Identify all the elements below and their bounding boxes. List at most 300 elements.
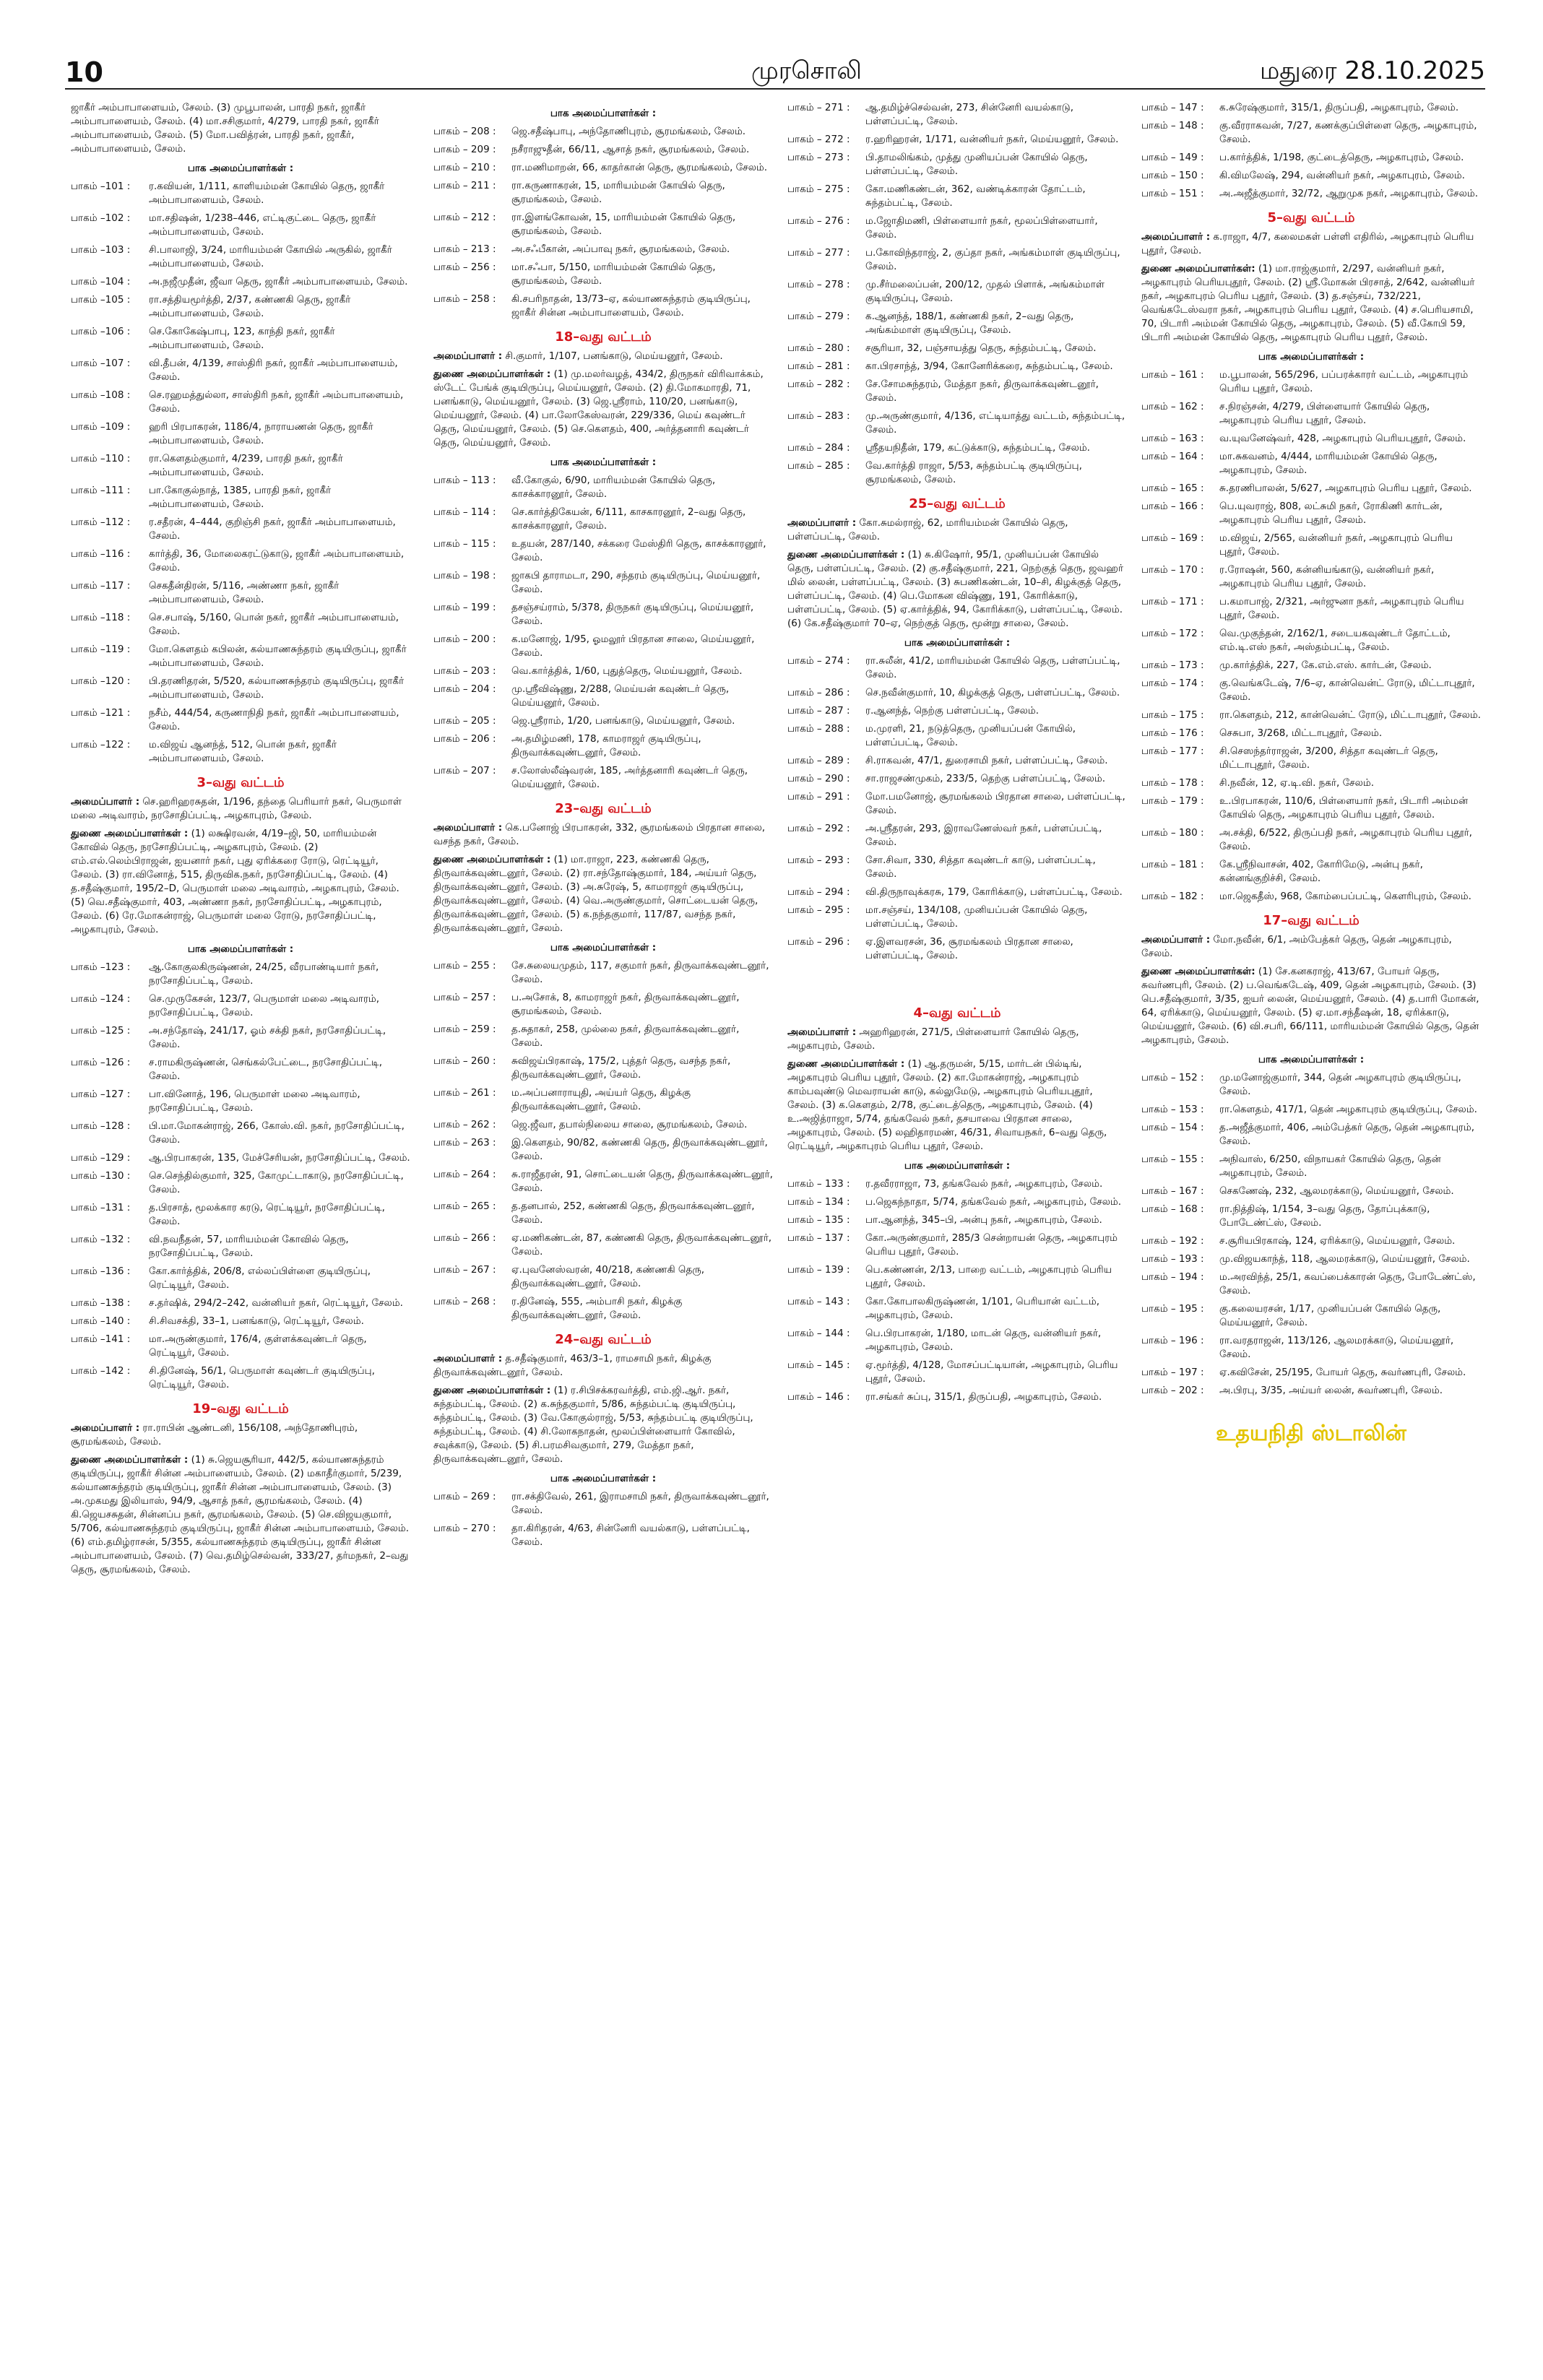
entry-text: அஹரிஹரன், 271/5, பிள்ளையார் கோயில் தெரு, அழகாபுரம், சேலம். <box>787 1026 1079 1052</box>
booth-agent-details: ரா.இளங்கோவன், 15, மாரியம்மன் கோயில் தெரு, சூரமங்கலம், சேலம். <box>511 212 736 237</box>
booth-agent-details: கார்த்தி, 36, மோலைகரட்டுகாடு, ஜாகீர் அம்பாபாளையம், சேலம். <box>149 548 405 574</box>
list-item <box>787 310 1127 337</box>
booth-agent-details: ஜெ.ஸ்ரீராம், 1/20, பனங்காடு, மெய்யனூர், சேலம். <box>511 715 735 727</box>
booth-number: பாகம் – 144 : <box>787 1328 850 1339</box>
booth-agent-details: அ.அஜீத்குமார், 32/72, ஆறுமுக நகர், அழகாபுரம், சேலம். <box>1219 188 1478 199</box>
booth-agent-details: மா.அருண்குமார், 176/4, குள்ளக்கவுண்டர் தெரு, ரெட்டியூர், சேலம். <box>149 1333 367 1359</box>
booth-agent-details: அ.தமிழ்மணி, 178, காமராஜர் குடியிருப்பு, திருவாக்கவுண்டனூர், சேலம். <box>511 733 701 758</box>
booth-number: பாகம் – 175 : <box>1141 709 1204 721</box>
entry-text: (1) சே.கனகராஜ், 413/67, போயர் தெரு, சுவர்ணபுரி, சேலம். (2) ப.வெங்கடேஷ், 409, தென் அழகாபுரம், சேலம். (3) பெ.சதீஷ்குமார், 3/35, ஐயர் லைன், மெய்யனூர், சேலம். (4) த.பாரி மோகன், 64, ஏரிக்காடு, மெய்யனூர், சேலம். (5) ஏ.மா.சந்தீஷன், 18, ஏரிக்காடு, மெய்யனூர், சேலம். (6) வி.சபரி, 66/111, மாரியம்மன் கோயில் தெரு, தென் அழகாபுரம், சேலம். <box>1141 966 1479 1046</box>
list-item <box>71 420 410 448</box>
list-item <box>71 643 410 670</box>
booth-agent-details: ம.முரளி, 21, நடுத்தெரு, முனியப்பன் கோயில், பள்ளப்பட்டி, சேலம். <box>865 723 1076 748</box>
list-item <box>787 704 1127 718</box>
booth-number: பாகம் – 206 : <box>433 733 496 745</box>
booth-agent-details: செ.முருகேசன், 123/7, பெருமாள் மலை அடிவாரம், நரசோதிப்பட்டி, சேலம். <box>149 993 380 1018</box>
entry-text: கோ.சுமல்ராஜ், 62, மாரியம்மன் கோயில் தெரு, பள்ளப்பட்டி, சேலம். <box>787 517 1068 542</box>
booth-number: பாகம் – 170 : <box>1141 564 1204 576</box>
booth-number: பாகம் – 296 : <box>787 936 850 948</box>
entry-text: கெ.பனோஜ் பிரபாகரன், 332, சூரமங்கலம் பிரதான சாலை, வசந்த நகர், சேலம். <box>433 822 766 847</box>
convener-entry <box>433 350 773 363</box>
booth-agent-details: சோ.சிவா, 330, சித்தா கவுண்டர் காடு, பள்ளப்பட்டி, சேலம். <box>865 854 1096 880</box>
booth-number: பாகம் – 287 : <box>787 705 850 717</box>
list-item <box>1141 563 1481 591</box>
entry-text: சி.குமார், 1/107, பனங்காடு, மெய்யனூர், சேலம். <box>502 350 723 362</box>
booth-number: பாகம் – 162 : <box>1141 401 1204 412</box>
booth-number: பாகம் –106 : <box>71 326 131 337</box>
booth-agent-details: வி.நவநீதன், 57, மாரியம்மன் கோவில் தெரு, நரசோதிப்பட்டி, சேலம். <box>149 1234 349 1259</box>
booth-number: பாகம் – 276 : <box>787 215 850 227</box>
booth-agent-details: ப.கமாபாஜ், 2/321, அர்ஜுனா நகர், அழகாபுரம் பெரிய புதூர், சேலம். <box>1219 596 1464 621</box>
list-item <box>1141 1302 1481 1330</box>
booth-number: பாகம் –138 : <box>71 1297 131 1309</box>
entry-text: ரா.ராபின் ஆண்டனி, 156/108, அந்தோணிபுரம், சூரமங்கலம், சேலம். <box>71 1422 358 1448</box>
list-item <box>433 537 773 565</box>
booth-agent-details: கோ.அருண்குமார், 285/3 சென்றாயன் தெரு, அழகாபுரம் பெரிய புதூர், சேலம். <box>865 1232 1118 1258</box>
header-rule <box>65 88 1485 90</box>
list-item <box>1141 627 1481 654</box>
list-item <box>71 293 410 321</box>
booth-number: பாகம் – 196 : <box>1141 1335 1204 1346</box>
ward-heading: 4–வது வட்டம் <box>913 1005 1001 1021</box>
list-item <box>433 474 773 501</box>
booth-agent-details: ரா.சத்தியமூர்த்தி, 2/37, கண்ணகி தெரு, ஜாகீர் அம்பாபாளையம், சேலம். <box>149 294 351 319</box>
booth-number: பாகம் –125 : <box>71 1025 131 1037</box>
list-item <box>1141 368 1481 396</box>
list-item <box>787 360 1127 373</box>
list-item <box>71 706 410 734</box>
list-item <box>433 1522 773 1549</box>
booth-agent-details: செ.ரஹமத்துல்லா, சாஸ்திரி நகர், ஜாகீர் அம்பாபாளையம், சேலம். <box>149 389 404 415</box>
list-item <box>71 212 410 239</box>
booth-agent-details: வெ.கார்த்திக், 1/60, புதுத்தெரு, மெய்யனூர், சேலம். <box>511 665 743 677</box>
booth-number: பாகம் – 147 : <box>1141 102 1204 113</box>
list-item <box>787 772 1127 786</box>
booth-number: பாகம் – 210 : <box>433 162 496 173</box>
entry-label: துணை அமைப்பாளர்கள் : <box>71 828 189 839</box>
booth-agent-details: வீ.கோகுல், 6/90, மாரியம்மன் கோயில் தெரு, காசக்காரனூர், சேலம். <box>511 475 716 500</box>
deputy-entry <box>433 1384 773 1466</box>
list-item <box>1141 826 1481 854</box>
list-item <box>71 389 410 416</box>
booth-agent-details: மோ.கௌதம் கபிலன், கல்யாணசுந்தரம் குடியிருப்பு, ஜாகீர் அம்பாபாளையம், சேலம். <box>149 644 407 669</box>
booth-number: பாகம் – 263 : <box>433 1137 496 1148</box>
entry-label: அமைப்பாளர் : <box>1141 934 1211 945</box>
list-item <box>1141 500 1481 527</box>
booth-agent-details: ஸ்ரீதயநிதீன், 179, கட்டுக்காடு, சுந்தம்பட்டி, சேலம். <box>865 442 1090 454</box>
booth-number: பாகம் – 164 : <box>1141 451 1204 462</box>
booth-agent-details: சு.தரணிபாலன், 5/627, அழகாபுரம் பெரிய புதூர், சேலம். <box>1219 483 1472 494</box>
list-item <box>71 961 410 988</box>
column-3 <box>787 101 1127 1408</box>
booth-number: பாகம் –117 : <box>71 580 131 592</box>
entry-label: துணை அமைப்பாளர்கள் : <box>433 368 551 380</box>
booth-number: பாகம் – 275 : <box>787 183 850 195</box>
list-item <box>433 1200 773 1227</box>
ward-list <box>433 1490 773 1549</box>
booth-agent-details: ம.விஜய் ஆனந்த், 512, பொன் நகர், ஜாகீர் அம்பாபாளையம், சேலம். <box>149 739 337 764</box>
list-item <box>433 161 773 175</box>
section-subheading: பாக அமைப்பாளர்கள் : <box>550 942 657 953</box>
booth-agent-details: ம.அரவிந்த், 25/1, கவப்பைக்காரன் தெரு, போடேண்ட்ஸ், சேலம். <box>1219 1271 1476 1297</box>
booth-agent-details: சுவிஜய்பிரகாஷ், 175/2, புத்தர் தெரு, வசந்த நகர், திருவாக்கவுண்டனூர், சேலம். <box>511 1055 731 1081</box>
booth-agent-details: சி.தினேஷ், 56/1, பெருமாள் கவுண்டர் குடியிருப்பு, ரெட்டியூர், சேலம். <box>149 1365 375 1390</box>
list-item <box>1141 709 1481 722</box>
entry-text: (1) மா.ராஜா, 223, கண்ணகி தெரு, திருவாக்கவுண்டனூர், சேலம். (2) ரா.சந்தோஷ்குமார், 184, அய்யர் தெரு, திருவாக்கவுண்டனூர், சேலம். (3) அ.சுரேஷ், 5, காமராஜர் குடியிருப்பு, திருவாக்கவுண்டனூர், சேலம். (4) வெ.அருண்குமார், சொட்டையன் தெரு, திருவாக்கவுண்டனூர், சேலம். (5) க.நந்தகுமார், 117/87, வசந்த நகர், திருவாக்கவுண்டனூர், சேலம். <box>433 854 758 934</box>
list-item <box>71 516 410 543</box>
booth-agent-details: ர.ஹரிஹரன், 1/171, வன்னியர் நகர், மெய்யனூர், சேலம். <box>865 134 1119 145</box>
booth-agent-details: வ.யுவனேஷ்வர், 428, அழகாபுரம் பெரியபுதூர், சேலம். <box>1219 433 1466 444</box>
list-item <box>787 278 1127 306</box>
booth-number: பாகம் – 148 : <box>1141 120 1204 131</box>
booth-number: பாகம் – 194 : <box>1141 1271 1204 1283</box>
booth-number: பாகம் – 205 : <box>433 715 496 727</box>
booth-agent-details: ரா.மணிமாறன், 66, காதர்கான் தெரு, சூரமங்கலம், சேலம். <box>511 162 768 173</box>
booth-number: பாகம் – 114 : <box>433 506 496 518</box>
booth-agent-details: ரா.கருணாகரன், 15, மாரியம்மன் கோயில் தெரு, சூரமங்கலம், சேலம். <box>511 180 725 205</box>
entry-text: (1) லக்ஷிரவன், 4/19–ஜி, 50, மாரியம்மன் கோவில் தெரு, நரசோதிப்பட்டி, அழகாபுரம், சேலம். (2) எம்.எல்.லெம்பிராஜன், ஐயனார் நகர், புது ஏரிக்கரை ரோடு, ரெட்டியூர், சேலம். (3) ரா.வினோத், 515, திருவிக.நகர், நரசோதிப்பட்டி, சேலம். (4) த.சதீஷ்குமார், 195/2–D, பெருமாள் மலை அடிவாரம், அழகாபுரம், சேலம். (5) வெ.சதீஷ்குமார், 403, அண்ணா நகர், நரசோதிப்பட்டி, அழகாபுரம், சேலம். (6) ரே.மோகன்ராஜ், பெருமாள் மலை ரோடு, நரசோதிப்பட்டி, அழகாபுரம், சேலம். <box>71 828 399 935</box>
booth-number: பாகம் – 198 : <box>433 570 496 581</box>
booth-agent-details: மா.சதிஷன், 1/238–446, எட்டிகுட்டை தெரு, ஜாகீர் அம்பாபாளையம், சேலம். <box>149 212 376 238</box>
booth-agent-details: ரா.சுலீன், 41/2, மாரியம்மன் கோயில் தெரு, பள்ளப்பட்டி, சேலம். <box>865 655 1120 680</box>
booth-agent-details: வே.கார்த்தி ராஜா, 5/53, சுந்தம்பட்டி குடியிருப்பு, சூரமங்கலம், சேலம். <box>865 460 1082 485</box>
booth-number: பாகம் – 268 : <box>433 1296 496 1307</box>
list-item <box>1141 1271 1481 1298</box>
booth-number: பாகம் –119 : <box>71 644 131 655</box>
booth-agent-details: இ.கௌதம், 90/82, கண்ணகி தெரு, திருவாக்கவுண்டனூர், சேலம். <box>511 1137 768 1162</box>
list-item <box>433 683 773 710</box>
section-subheading: பாக அமைப்பாளர்கள் : <box>550 108 657 119</box>
list-item <box>71 484 410 511</box>
booth-number: பாகம் – 152 : <box>1141 1072 1204 1083</box>
deputy-entry <box>787 548 1127 631</box>
ward-list <box>433 474 773 792</box>
booth-number: பாகம் – 208 : <box>433 126 496 137</box>
booth-agent-details: மு.விஜயகாந்த், 118, ஆலமரக்காடு, மெய்யனூர், சேலம். <box>1219 1253 1470 1265</box>
booth-agent-details: ஏ.மணிகண்டன், 87, கண்ணகி தெரு, திருவாக்கவுண்டனூர், சேலம். <box>511 1232 772 1258</box>
entry-label: துணை அமைப்பாளர்கள் : <box>787 1058 905 1070</box>
booth-number: பாகம் – 288 : <box>787 723 850 735</box>
booth-agent-details: ஏ.மூர்த்தி, 4/128, மோசப்பட்டியான், அழகாபுரம், பெரிய புதூர், சேலம். <box>865 1359 1118 1385</box>
convener-entry <box>1141 230 1481 258</box>
list-item <box>71 1151 410 1165</box>
section-subheading: பாக அமைப்பாளர்கள் : <box>187 943 294 955</box>
list-item <box>71 611 410 639</box>
list-item <box>787 1195 1127 1209</box>
booth-number: பாகம் – 172 : <box>1141 628 1204 639</box>
booth-number: பாகம் – 271 : <box>787 102 850 113</box>
list-item <box>71 357 410 384</box>
booth-number: பாகம் –110 : <box>71 453 131 464</box>
booth-agent-details: சசூரியா, 32, பஞ்சாயத்து தெரு, சுந்தம்பட்டி, சேலம். <box>865 342 1097 354</box>
list-item <box>787 183 1127 210</box>
entry-label: அமைப்பாளர் : <box>433 1353 503 1364</box>
deputy-entry <box>787 1057 1127 1154</box>
booth-agent-details: மு.கார்த்திக், 227, கே.எம்.எஸ். கார்டன், சேலம். <box>1219 659 1432 671</box>
booth-number: பாகம் – 197 : <box>1141 1367 1204 1378</box>
list-item <box>787 1232 1127 1259</box>
booth-agent-details: கி.சபரிநாதன், 13/73–ஏ, கல்யாணசுந்தரம் குடியிருப்பு, ஜாகீர் சின்ன அம்பாபாளையம், சேலம். <box>511 293 751 319</box>
booth-agent-details: ர.ரோஷன், 560, கன்னியங்காடு, வன்னியர் நகர், அழகாபுரம் பெரிய புதூர், சேலம். <box>1219 564 1435 589</box>
booth-agent-details: ஜாகபி தாராமடா, 290, சந்தரம் குடியிருப்பு, மெய்யனூர், சேலம். <box>511 570 761 595</box>
list-item <box>1141 1153 1481 1180</box>
entry-label: அமைப்பாளர் : <box>71 796 140 808</box>
booth-number: பாகம் –111 : <box>71 485 131 496</box>
booth-agent-details: ஏ.கவிசேன், 25/195, போயர் தெரு, சுவர்ணபுரி, சேலம். <box>1219 1367 1466 1378</box>
booth-number: பாகம் – 258 : <box>433 293 496 305</box>
booth-number: பாகம் – 154 : <box>1141 1122 1204 1133</box>
list-item <box>1141 450 1481 477</box>
list-item <box>71 675 410 702</box>
list-item <box>1141 1071 1481 1099</box>
list-item <box>787 133 1127 147</box>
booth-agent-details: ஏ.புவனேஸ்வரன், 40/218, கண்ணகி தெரு, திருவாக்கவுண்டனூர், சேலம். <box>511 1264 705 1289</box>
list-item <box>433 1086 773 1114</box>
booth-agent-details: ம.பூபாலன், 565/296, பப்பரக்காரர் வட்டம், அழகாபுரம் பெரிய புதூர், சேலம். <box>1219 369 1469 394</box>
booth-agent-details: செ.கார்த்திகேயன், 6/111, காசகாரனூர், 2–வது தெரு, காசக்காரனூர், சேலம். <box>511 506 746 532</box>
booth-number: பாகம் – 168 : <box>1141 1203 1204 1215</box>
booth-number: பாகம் – 255 : <box>433 960 496 972</box>
list-item <box>1141 677 1481 704</box>
entry-label: அமைப்பாளர் : <box>433 350 503 362</box>
booth-number: பாகம் – 150 : <box>1141 170 1204 181</box>
booth-agent-details: ரா.கௌதம்குமார், 4/239, பாரதி நகர், ஜாகீர் அம்பாபாளையம், சேலம். <box>149 453 343 478</box>
booth-number: பாகம் – 270 : <box>433 1523 496 1534</box>
booth-agent-details: ம.விஜய், 2/565, வன்னியர் நகர், அழகாபுரம் பெரிய புதூர், சேலம். <box>1219 532 1453 558</box>
booth-agent-details: கு.வெங்கடேஷ், 7/6–ஏ, கான்வென்ட் ரோடு, மிட்டாபுதூர், சேலம். <box>1219 678 1475 703</box>
booth-agent-details: பி.தரணிதரன், 5/520, கல்யாணசுந்தரம் குடியிருப்பு, ஜாகீர் அம்பாபாளையம், சேலம். <box>149 675 405 701</box>
entry-label: அமைப்பாளர் : <box>71 1422 140 1434</box>
booth-agent-details: மு.அருண்குமார், 4/136, எட்டியாத்து வட்டம், சுந்தம்பட்டி, சேலம். <box>865 410 1125 436</box>
booth-number: பாகம் – 139 : <box>787 1264 850 1276</box>
list-item <box>433 243 773 256</box>
booth-number: பாகம் –116 : <box>71 548 131 560</box>
convener-entry <box>71 795 410 823</box>
list-item <box>1141 1366 1481 1380</box>
dateline: மதுரை 28.10.2025 <box>1259 56 1485 85</box>
list-item <box>1141 432 1481 446</box>
list-item <box>1141 187 1481 201</box>
booth-number: பாகம் –142 : <box>71 1365 131 1377</box>
list-item <box>1141 101 1481 115</box>
list-item <box>1141 595 1481 623</box>
list-item <box>433 261 773 288</box>
list-item <box>1141 745 1481 772</box>
booth-number: பாகம் – 151 : <box>1141 188 1204 199</box>
list-item <box>433 143 773 157</box>
list-item <box>787 935 1127 963</box>
intro-text: ஜாகீர் அம்பாபாளையம், சேலம். (3) முபூபாலன், பாரதி நகர், ஜாகீர் அம்பாபாளையம், சேலம். (4) மா.சசிகுமார், 4/279, பாரதி நகர், ஜாகீர் அம்பாபாளையம், சேலம். (5) மோ.பவித்ரன், பாரதி நகர், ஜாகீர், அம்பாபாளையம், சேலம். <box>71 102 379 155</box>
list-item <box>1141 1234 1481 1248</box>
list-item <box>1141 858 1481 886</box>
booth-number: பாகம் –109 : <box>71 421 131 433</box>
booth-number: பாகம் – 115 : <box>433 538 496 550</box>
list-item <box>787 1390 1127 1404</box>
booth-number: பாகம் – 171 : <box>1141 596 1204 607</box>
column-1 <box>71 101 410 1581</box>
booth-agent-details: சி.ராகவன், 47/1, துரைசாமி நகர், பள்ளப்பட்டி, சேலம். <box>865 755 1108 766</box>
ward-list <box>787 654 1127 963</box>
list-item <box>1141 119 1481 147</box>
booth-number: பாகம் – 203 : <box>433 665 496 677</box>
booth-agent-details: ரா.கௌதம், 212, கான்வென்ட் ரோடு, மிட்டாபுதூர், சேலம். <box>1219 709 1481 721</box>
booth-number: பாகம் –120 : <box>71 675 131 687</box>
booth-number: பாகம் – 262 : <box>433 1119 496 1130</box>
booth-number: பாகம் – 282 : <box>787 378 850 390</box>
list-item <box>433 293 773 320</box>
list-item <box>433 211 773 238</box>
entry-label: துணை அமைப்பாளர்கள் : <box>433 854 551 865</box>
list-item <box>433 732 773 760</box>
entry-text: செ.ஹரிஹரசுதன், 1/196, தந்தை பெரியார் நகர், பெருமாள் மலை அடிவாரம், நரசோதிப்பட்டி, அழகாபுரம், சேலம். <box>71 796 402 821</box>
booth-number: பாகம் – 269 : <box>433 1491 496 1502</box>
booth-number: பாகம் – 278 : <box>787 279 850 290</box>
list-item <box>787 1263 1127 1291</box>
ward-list <box>1141 1071 1481 1398</box>
booth-agent-details: சே.சுலையமுதம், 117, சகுமார் நகர், திருவாக்கவுண்டனூர், சேலம். <box>511 960 769 985</box>
booth-agent-details: கி.விமலேஷ், 294, வன்னியர் நகர், அழகாபுரம், சேலம். <box>1219 170 1465 181</box>
booth-number: பாகம் – 292 : <box>787 823 850 834</box>
list-item <box>71 1169 410 1197</box>
list-item <box>71 1364 410 1392</box>
convener-entry <box>433 821 773 849</box>
booth-agent-details: செ.நவீன்குமார், 10, கிழக்குத் தெரு, பள்ளப்பட்டி, சேலம். <box>865 687 1120 698</box>
booth-number: பாகம் – 143 : <box>787 1296 850 1307</box>
deputy-entry <box>71 1453 410 1577</box>
booth-number: பாகம் – 176 : <box>1141 727 1204 739</box>
booth-number: பாகம் –124 : <box>71 993 131 1005</box>
list-item <box>71 1265 410 1292</box>
booth-number: பாகம் – 182 : <box>1141 891 1204 902</box>
list-item <box>787 722 1127 750</box>
booth-agent-details: ப.ஜெகந்நாதா, 5/74, தங்கவேல் நகர், அழகாபுரம், சேலம். <box>865 1196 1122 1208</box>
deputy-entry <box>1141 965 1481 1047</box>
list-item <box>787 790 1127 818</box>
list-item <box>1141 169 1481 183</box>
section-subheading: பாக அமைப்பாளர்கள் : <box>1258 351 1365 363</box>
booth-agent-details: ரா.நித்திஷ், 1/154, 3–வது தெரு, தோப்புக்காடு, போடேண்ட்ஸ், சேலம். <box>1219 1203 1430 1229</box>
section-subheading: பாக அமைப்பாளர்கள் : <box>904 1160 1011 1172</box>
booth-number: பாகம் –129 : <box>71 1152 131 1164</box>
list-item <box>787 441 1127 455</box>
ward-heading: 3–வது வட்டம் <box>196 775 285 790</box>
booth-agent-details: அ.ஸ்ரீதரன், 293, இராவணேஸ்வர் நகர், பள்ளப்பட்டி, சேலம். <box>865 823 1102 848</box>
list-item <box>433 569 773 597</box>
ward-list <box>433 125 773 320</box>
booth-number: பாகம் – 265 : <box>433 1200 496 1212</box>
list-item <box>433 1168 773 1195</box>
list-item <box>71 1024 410 1052</box>
booth-number: பாகம் – 293 : <box>787 854 850 866</box>
list-item <box>433 179 773 207</box>
booth-number: பாகம் – 200 : <box>433 633 496 645</box>
entry-label: துணை அமைப்பாளர்கள் : <box>787 549 905 561</box>
booth-agent-details: பெ.யுவராஜ், 808, லட்சுமி நகர், ரோகிணி கார்டன், அழகாபுரம் பெரிய புதூர், சேலம். <box>1219 501 1443 526</box>
booth-agent-details: செ.கோகேஷ்பாபு, 123, காந்தி நகர், ஜாகீர் அம்பாபாளையம், சேலம். <box>149 326 335 351</box>
booth-agent-details: ச.ராமகிருஷ்ணன், செங்கல்பேட்டை, நரசோதிப்பட்டி, சேலம். <box>149 1057 382 1082</box>
booth-number: பாகம் – 193 : <box>1141 1253 1204 1265</box>
booth-number: பாகம் – 281 : <box>787 360 850 372</box>
booth-agent-details: ரா.கௌதம், 417/1, தென் அழகாபுரம் குடியிருப்பு, சேலம். <box>1219 1104 1477 1115</box>
list-item <box>1141 795 1481 822</box>
convener-entry <box>1141 933 1481 961</box>
deputy-entry <box>71 827 410 937</box>
booth-agent-details: ர.தவீரராஜா, 73, தங்கவேல் நகர், அழகாபுரம், சேலம். <box>865 1178 1103 1190</box>
entry-text: (1) சு.கிஷோர், 95/1, முனியப்பன் கோயில் தெரு, பள்ளப்பட்டி, சேலம். (2) கு.சதீஷ்குமார், 221, நெற்குத் தெரு, ஜவஹர் மில் லைன், பள்ளப்பட்டி, சேலம். (3) சுபணிகண்டன், 10–சி, கிழக்குத் தெரு, பள்ளப்பட்டி, சேலம். (4) பெ.மோகன விஷ்ணு, 191, கோரிக்காடு, பள்ளப்பட்டி, சேலம். (5) ஏ.கார்த்திக், 94, கோரிக்காடு, பள்ளப்பட்டி, சேலம். (6) கே.சதீஷ்குமார் 70–ஏ, நெற்குத் தெரு, மூன்று சாலை, சேலம். <box>787 549 1124 629</box>
booth-agent-details: ஏ.இளவரசன், 36, சூரமங்கலம் பிரதான சாலை, பள்ளப்பட்டி, சேலம். <box>865 936 1073 961</box>
list-item <box>71 579 410 607</box>
booth-agent-details: ப.கோவிந்தராஜ், 2, குப்தா நகர், அங்கம்மாள் குடியிருப்பு, சேலம். <box>865 247 1120 272</box>
list-item <box>1141 151 1481 165</box>
list-item <box>71 1297 410 1310</box>
ward-heading: 24–வது வட்டம் <box>555 1332 652 1347</box>
list-item <box>433 601 773 628</box>
booth-number: பாகம் – 291 : <box>787 791 850 802</box>
list-item <box>787 654 1127 682</box>
list-item <box>1141 776 1481 790</box>
booth-number: பாகம் – 286 : <box>787 687 850 698</box>
booth-agent-details: செகதீன்திரன், 5/116, அண்ணா நகர், ஜாகீர் அம்பாபாளையம், சேலம். <box>149 580 340 605</box>
booth-number: பாகம் –131 : <box>71 1202 131 1213</box>
list-item <box>1141 1203 1481 1230</box>
booth-agent-details: சா.ராஜசண்முகம், 233/5, தெற்கு பள்ளப்பட்டி, சேலம். <box>865 773 1106 784</box>
booth-number: பாகம் – 267 : <box>433 1264 496 1276</box>
booth-agent-details: அ.சக்தி, 6/522, திருப்பதி நகர், அழகாபுரம் பெரிய புதூர், சேலம். <box>1219 827 1472 852</box>
booth-agent-details: கு.வீரராகவன், 7/27, கணக்குப்பிள்ளை தெரு, அழகாபுரம், சேலம். <box>1219 120 1477 145</box>
booth-agent-details: பி.மா.மோகன்ராஜ், 266, கோஸ்.வி. நகர், நரசோதிப்பட்டி, சேலம். <box>149 1120 405 1146</box>
booth-number: பாகம் – 167 : <box>1141 1185 1204 1197</box>
entry-text: (1) ஆ.தருமன், 5/15, மார்டன் பில்டிங், அழகாபுரம் பெரிய புதூர், சேலம். (2) கா.மோகன்ராஜ், அழகாபுரம் காம்பவுண்டு மெவராயன் காடு, கல்லுமேடு, அழகாபுரம் பெரியபுதூர், சேலம். (3) க.கௌதம், 2/78, குட்டைத்தெரு, அழகாபுரம், சேலம். (4) உ.அஜித்ராஜா, 5/74, தங்கவேல் நகர், தசயாவை பிரதான சாலை, அழகாபுரம், சேலம். (5) லஹிதாரமண், 46/31, சிவாயநகர், 6–வது தெரு, ரெட்டியூர், அழகாபுரம் பெரிய புதூர், சேலம். <box>787 1058 1107 1152</box>
booth-agent-details: ம.ஜோதிமணி, பிள்ளையார் நகர், மூலப்பிள்ளையார், சேலம். <box>865 215 1098 241</box>
list-item <box>787 215 1127 242</box>
convener-entry <box>787 1026 1127 1053</box>
list-item <box>71 548 410 575</box>
booth-agent-details: த.அஜீத்குமார், 406, அம்பேத்கர் தெரு, தென் அழகாபுரம், சேலம். <box>1219 1122 1475 1147</box>
list-item <box>71 1233 410 1260</box>
booth-number: பாகம் – 199 : <box>433 602 496 613</box>
list-item <box>71 992 410 1020</box>
section-subheading: பாக அமைப்பாளர்கள் : <box>550 456 657 468</box>
booth-agent-details: மு.மனோஜ்குமார், 344, தென் அழகாபுரம் குடியிருப்பு, சேலம். <box>1219 1072 1461 1097</box>
booth-agent-details: க.ஆனந்த், 188/1, கண்ணகி நகர், 2–வது தெரு, அங்கம்மாள் குடியிருப்பு, சேலம். <box>865 311 1074 336</box>
list-item <box>1141 1121 1481 1148</box>
booth-number: பாகம் – 149 : <box>1141 152 1204 163</box>
signature: உதயநிதி ஸ்டாலின் <box>1216 1421 1406 1446</box>
list-item <box>71 1056 410 1083</box>
booth-agent-details: பா.ஆனந்த், 345–பி, அன்பு நகர், அழகாபுரம், சேலம். <box>865 1214 1102 1226</box>
list-item <box>1141 890 1481 904</box>
list-item <box>71 275 410 289</box>
booth-number: பாகம் – 192 : <box>1141 1235 1204 1247</box>
list-item <box>787 1177 1127 1191</box>
booth-number: பாகம் – 261 : <box>433 1087 496 1099</box>
booth-number: பாகம் –123 : <box>71 961 131 973</box>
booth-agent-details: ரா.சக்திவேல், 261, இராமசாமி நகர், திருவாக்கவுண்டனூர், சேலம். <box>511 1491 769 1516</box>
booth-agent-details: கோ.கோபாலகிருஷ்ணன், 1/101, பெரியான் வட்டம், அழகாபுரம், சேலம். <box>865 1296 1100 1321</box>
list-item <box>71 243 410 271</box>
list-item <box>787 1359 1127 1386</box>
list-item <box>433 1490 773 1518</box>
booth-agent-details: க.மனோஜ், 1/95, ஓமலூர் பிரதான சாலை, மெய்யனூர், சேலம். <box>511 633 755 659</box>
booth-agent-details: வி.தீபன், 4/139, சாஸ்திரி நகர், ஜாகீர் அம்பாபாளையம், சேலம். <box>149 358 398 383</box>
booth-number: பாகம் –101 : <box>71 181 131 192</box>
booth-number: பாகம் – 213 : <box>433 243 496 255</box>
booth-agent-details: மா.சஃபா, 5/150, மாரியம்மன் கோயில் தெரு, சூரமங்கலம், சேலம். <box>511 261 716 287</box>
section-subheading: பாக அமைப்பாளர்கள் : <box>1258 1054 1365 1065</box>
ward-heading: 18–வது வட்டம் <box>555 329 652 345</box>
booth-agent-details: ப.அசோக், 8, காமராஜர் நகர், திருவாக்கவுண்டனூர், சூரமங்கலம், சேலம். <box>511 992 740 1017</box>
list-item <box>433 1023 773 1050</box>
